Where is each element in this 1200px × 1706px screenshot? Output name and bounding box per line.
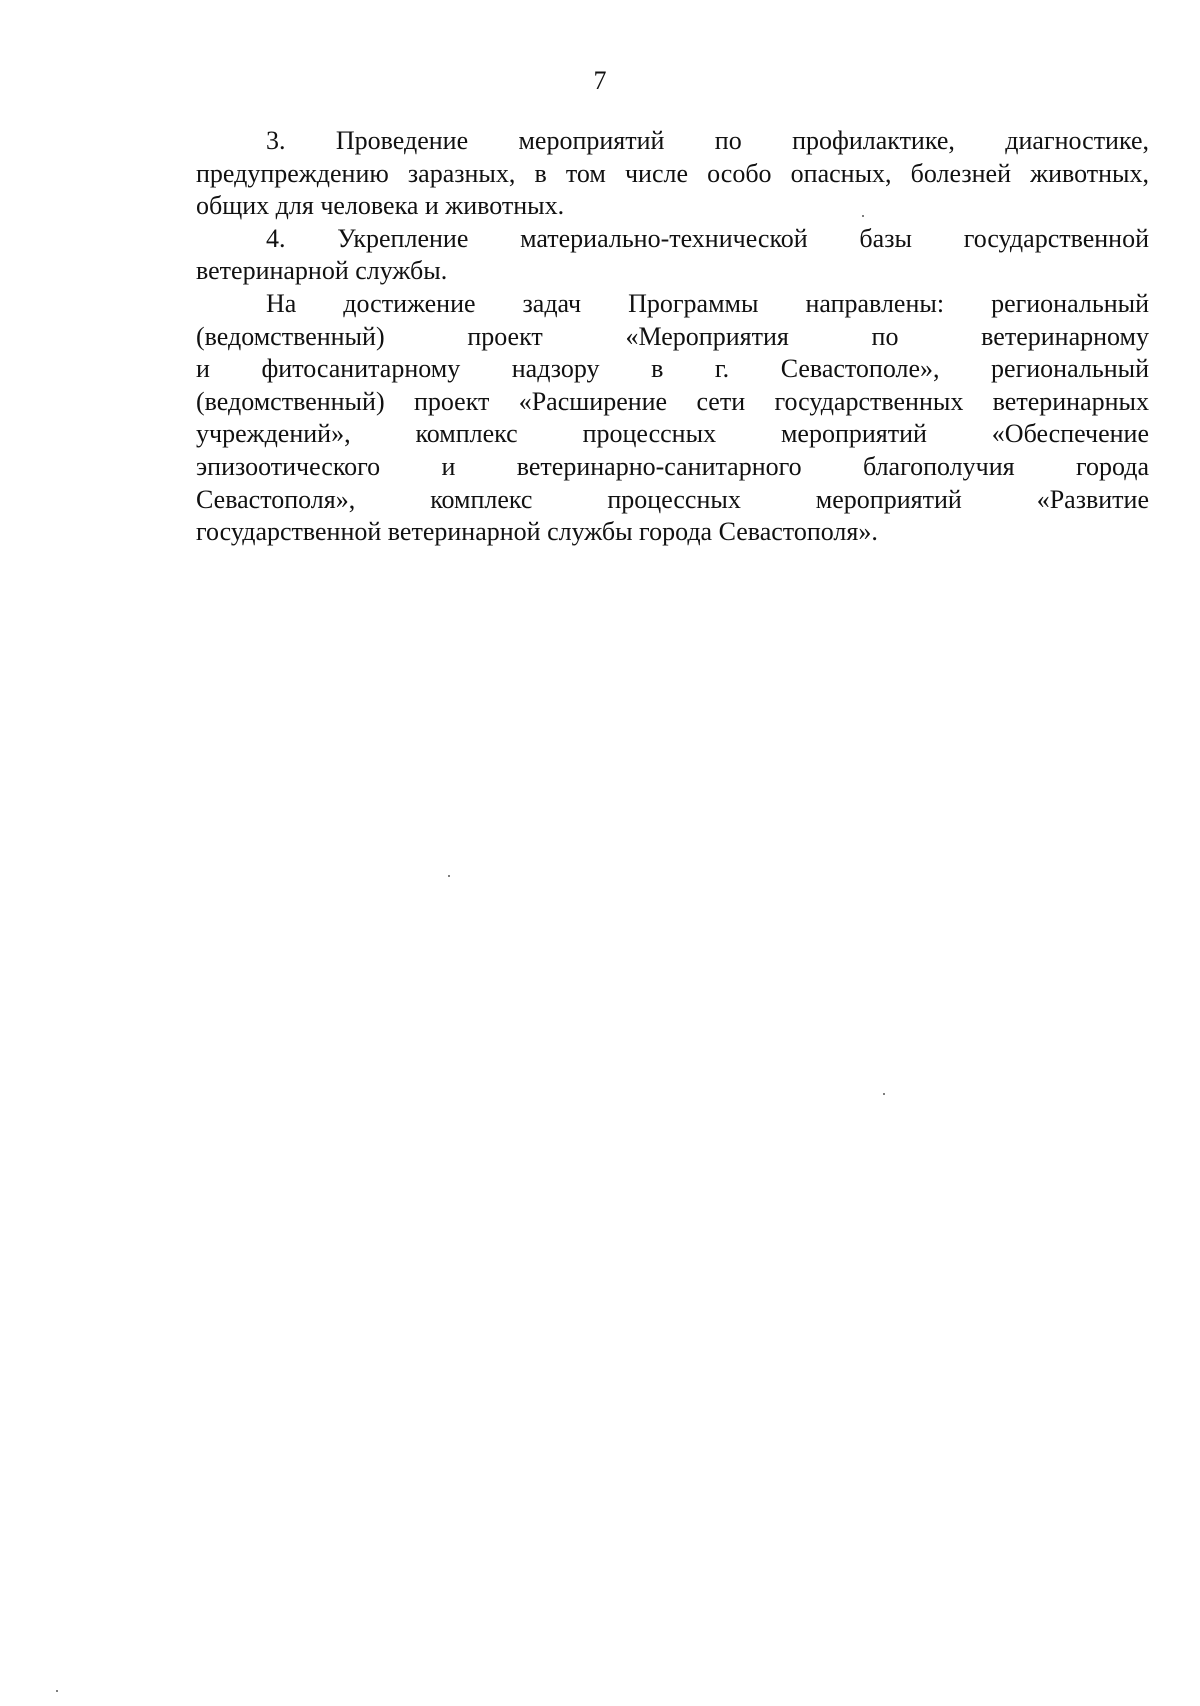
text-line: учреждений», комплекс процессных мероприятий «Обеспечение [196, 419, 1149, 449]
page-number: 7 [593, 66, 607, 95]
scan-speck [862, 215, 864, 217]
text-line: На достижение задач Программы направлены: региональный [266, 288, 1149, 318]
scan-speck [448, 875, 450, 877]
text-line: (ведомственный) проект «Мероприятия по ветеринарному [196, 321, 1149, 351]
text-line: предупреждению заразных, в том числе особо опасных, болезней животных, [196, 158, 1149, 188]
text-line: и фитосанитарному надзору в г. Севастополе», региональный [196, 354, 1149, 384]
text-line: общих для человека и животных. [196, 191, 565, 221]
paragraph-task-4 [196, 223, 1149, 288]
paragraph-program-projects [196, 288, 1149, 549]
text-line: эпизоотического и ветеринарно-санитарного благополучия города [196, 451, 1149, 481]
paragraph-task-3 [196, 125, 1149, 223]
text-line: (ведомственный) проект «Расширение сети государственных ветеринарных [196, 386, 1149, 416]
text-line: 3. Проведение мероприятий по профилактике, диагностике, [266, 126, 1149, 155]
text-line: Севастополя», комплекс процессных мероприятий «Развитие [196, 484, 1149, 514]
text-line: государственной ветеринарной службы города Севастополя». [196, 517, 878, 547]
scan-speck [883, 1093, 885, 1095]
text-line: 4. Укрепление материально-технической базы государственной [266, 223, 1149, 253]
scan-speck [56, 1690, 58, 1692]
text-line: ветеринарной службы. [196, 256, 448, 286]
document-body [196, 125, 1149, 549]
